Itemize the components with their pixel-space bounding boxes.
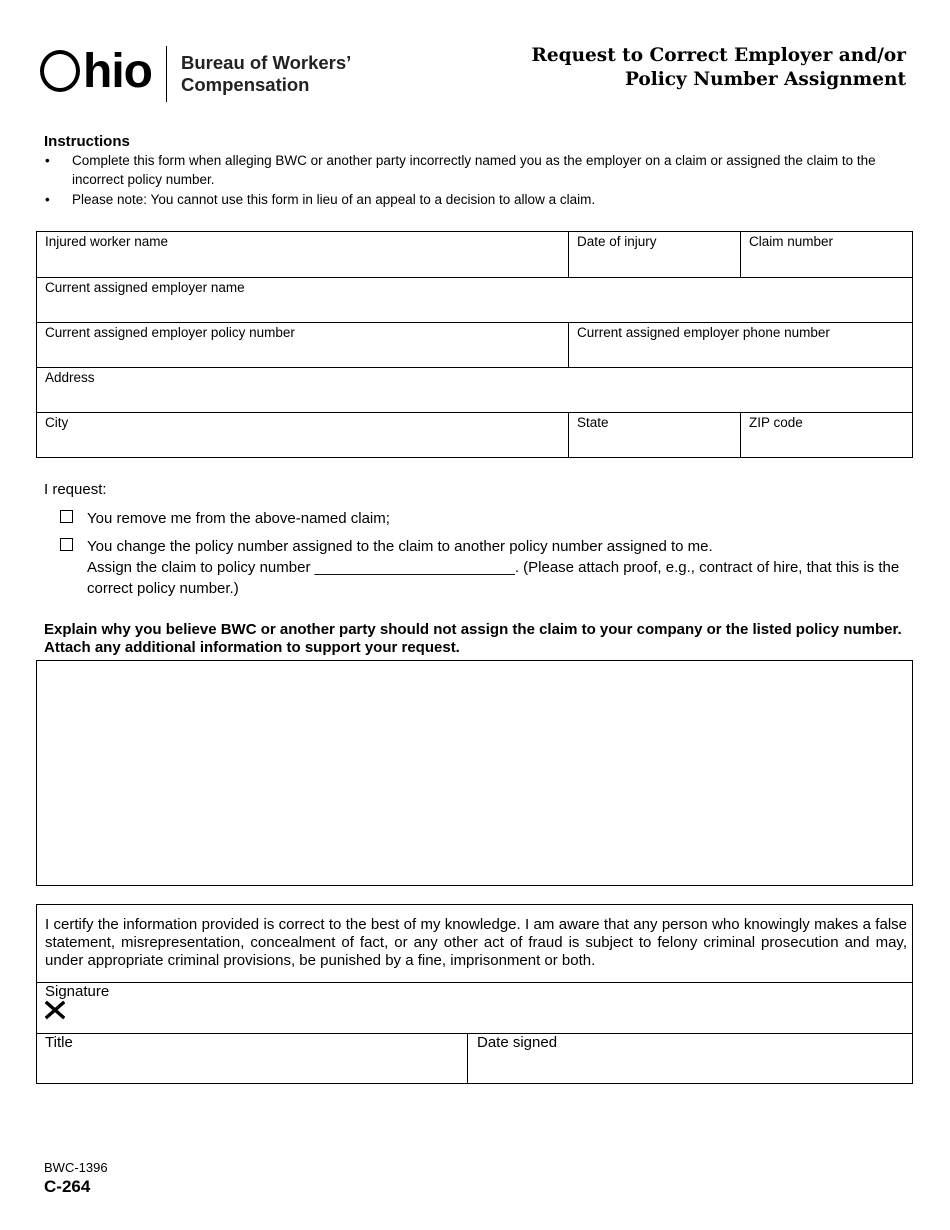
remove-from-claim-checkbox[interactable] [60, 510, 73, 523]
employer-name-label: Current assigned employer name [45, 280, 245, 295]
form-title [446, 44, 906, 92]
date-signed-label: Date signed [477, 1034, 558, 1051]
ohio-logo [40, 42, 152, 102]
form-number: BWC-1396 [44, 1160, 108, 1175]
request-heading: I request: [44, 481, 107, 498]
request-option-change-policy-label: You change the policy number assigned to the claim to another policy number assigned to me. [87, 538, 713, 555]
table-row [37, 412, 912, 457]
bureau-name-line2: Compensation [181, 74, 310, 95]
employer-policy-number-label: Current assigned employer policy number [45, 325, 295, 340]
certification-block [36, 904, 913, 1084]
request-option-remove-label: You remove me from the above-named claim; [87, 510, 390, 527]
title-field[interactable] [37, 1053, 467, 1083]
signature-x-icon [45, 1000, 65, 1020]
change-policy-checkbox[interactable] [60, 538, 73, 551]
bureau-name-line1: Bureau of Workers’ [181, 52, 352, 73]
ohio-logo-text: hio [83, 45, 152, 98]
table-row [37, 367, 912, 412]
date-of-injury-field[interactable] [568, 232, 740, 277]
zip-field[interactable] [740, 413, 912, 457]
date-of-injury-label: Date of injury [577, 234, 657, 249]
explanation-textarea[interactable] [36, 660, 913, 886]
form-title-line2: Policy Number Assignment [624, 69, 906, 90]
state-field[interactable] [568, 413, 740, 457]
bureau-name [181, 52, 351, 96]
instructions-list [44, 151, 910, 209]
city-field[interactable] [37, 413, 568, 457]
signature-field[interactable] [71, 1001, 904, 1029]
form-code: C-264 [44, 1177, 91, 1196]
table-row [37, 232, 912, 277]
claim-number-label: Claim number [749, 234, 834, 249]
address-label: Address [45, 370, 95, 385]
address-field[interactable] [37, 368, 912, 412]
employer-phone-label: Current assigned employer phone number [577, 325, 830, 340]
city-label: City [45, 415, 69, 430]
instructions-heading: Instructions [44, 133, 130, 150]
assign-policy-number-field[interactable]: Assign the claim to policy number ________________________. (Please attach proof, e.g., contract of hire, that this is the correct policy number.) [87, 559, 900, 597]
table-row [37, 322, 912, 367]
title-label: Title [45, 1034, 73, 1051]
ohio-logo-o-icon [40, 50, 80, 92]
logo-divider [166, 46, 167, 102]
divider [37, 982, 912, 983]
injured-worker-name-field[interactable] [37, 232, 568, 277]
employer-policy-number-field[interactable] [37, 323, 568, 367]
table-row [37, 277, 912, 322]
claim-number-field[interactable] [740, 232, 912, 277]
injured-worker-name-label: Injured worker name [45, 234, 169, 249]
explain-heading: Explain why you believe BWC or another party should not assign the claim to your company or the listed policy number. Attach any additional information to support your request. [44, 621, 902, 656]
date-signed-field[interactable] [468, 1053, 912, 1083]
employer-phone-field[interactable] [568, 323, 912, 367]
state-label: State [577, 415, 609, 430]
claim-info-table [36, 231, 913, 458]
signature-label: Signature [45, 983, 110, 1000]
employer-name-field[interactable] [37, 278, 912, 322]
certification-text: I certify the information provided is correct to the best of my knowledge. I am aware that any person who knowingly makes a false statement, misrepresentation, concealment of fact, or any other act of fraud is subject to felony criminal prosecution and may, under appropriate criminal provisions, be punished by a fine, imprisonment or both. [45, 916, 907, 969]
form-title-line1: Request to Correct Employer and/or [531, 45, 906, 66]
zip-label: ZIP code [749, 415, 803, 430]
instruction-item: • Please note: You cannot use this form in lieu of an appeal to a decision to allow a claim. [44, 190, 910, 209]
instruction-item: • Complete this form when alleging BWC or another party incorrectly named you as the employer on a claim or assigned the claim to the incorrect policy number. [44, 151, 910, 189]
divider [37, 1033, 912, 1034]
